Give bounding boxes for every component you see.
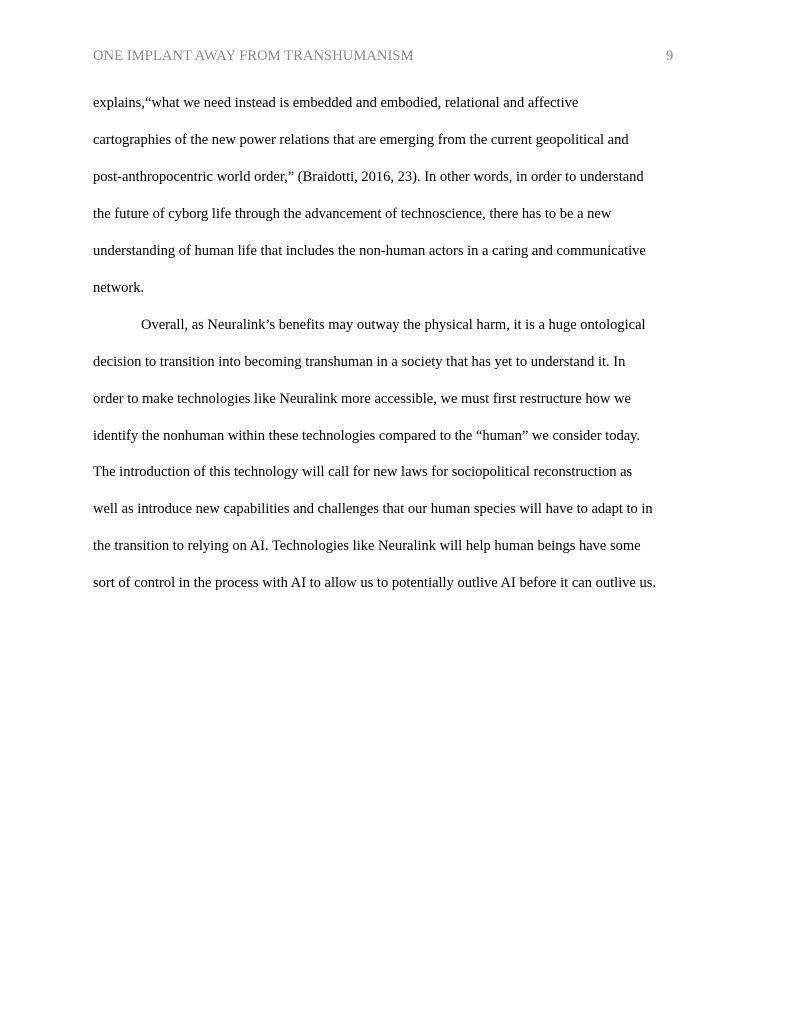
text-line: identify the nonhuman within these technologies compared to the “human” we consider today. xyxy=(93,428,641,444)
text-line: cartographies of the new power relations that are emerging from the current geopolitical and xyxy=(93,132,629,148)
text-line: well as introduce new capabilities and challenges that our human species will have to adapt to in xyxy=(93,501,653,517)
text-line: network. xyxy=(93,280,145,296)
text-line: Overall, as Neuralink’s benefits may outway the physical harm, it is a huge ontological xyxy=(141,317,646,333)
text-line: explains,“what we need instead is embedded and embodied, relational and affective xyxy=(93,95,579,111)
text-line: post-anthropocentric world order,” (Braidotti, 2016, 23). In other words, in order to understand xyxy=(93,169,644,185)
text-line: The introduction of this technology will call for new laws for sociopolitical reconstruction as xyxy=(93,464,633,480)
text-line: understanding of human life that includes the non-human actors in a caring and communicative xyxy=(93,243,646,259)
text-line: the transition to relying on AI. Technologies like Neuralink will help human beings have some xyxy=(93,538,641,554)
page-number: 9 xyxy=(666,48,674,64)
text-line: decision to transition into becoming transhuman in a society that has yet to understand it. In xyxy=(93,354,626,370)
running-head: ONE IMPLANT AWAY FROM TRANSHUMANISM xyxy=(93,48,414,64)
text-line: sort of control in the process with AI to allow us to potentially outlive AI before it can outlive us. xyxy=(93,575,656,591)
text-line: order to make technologies like Neuralink more accessible, we must first restructure how we xyxy=(93,391,631,407)
text-line: the future of cyborg life through the advancement of technoscience, there has to be a new xyxy=(93,206,612,222)
